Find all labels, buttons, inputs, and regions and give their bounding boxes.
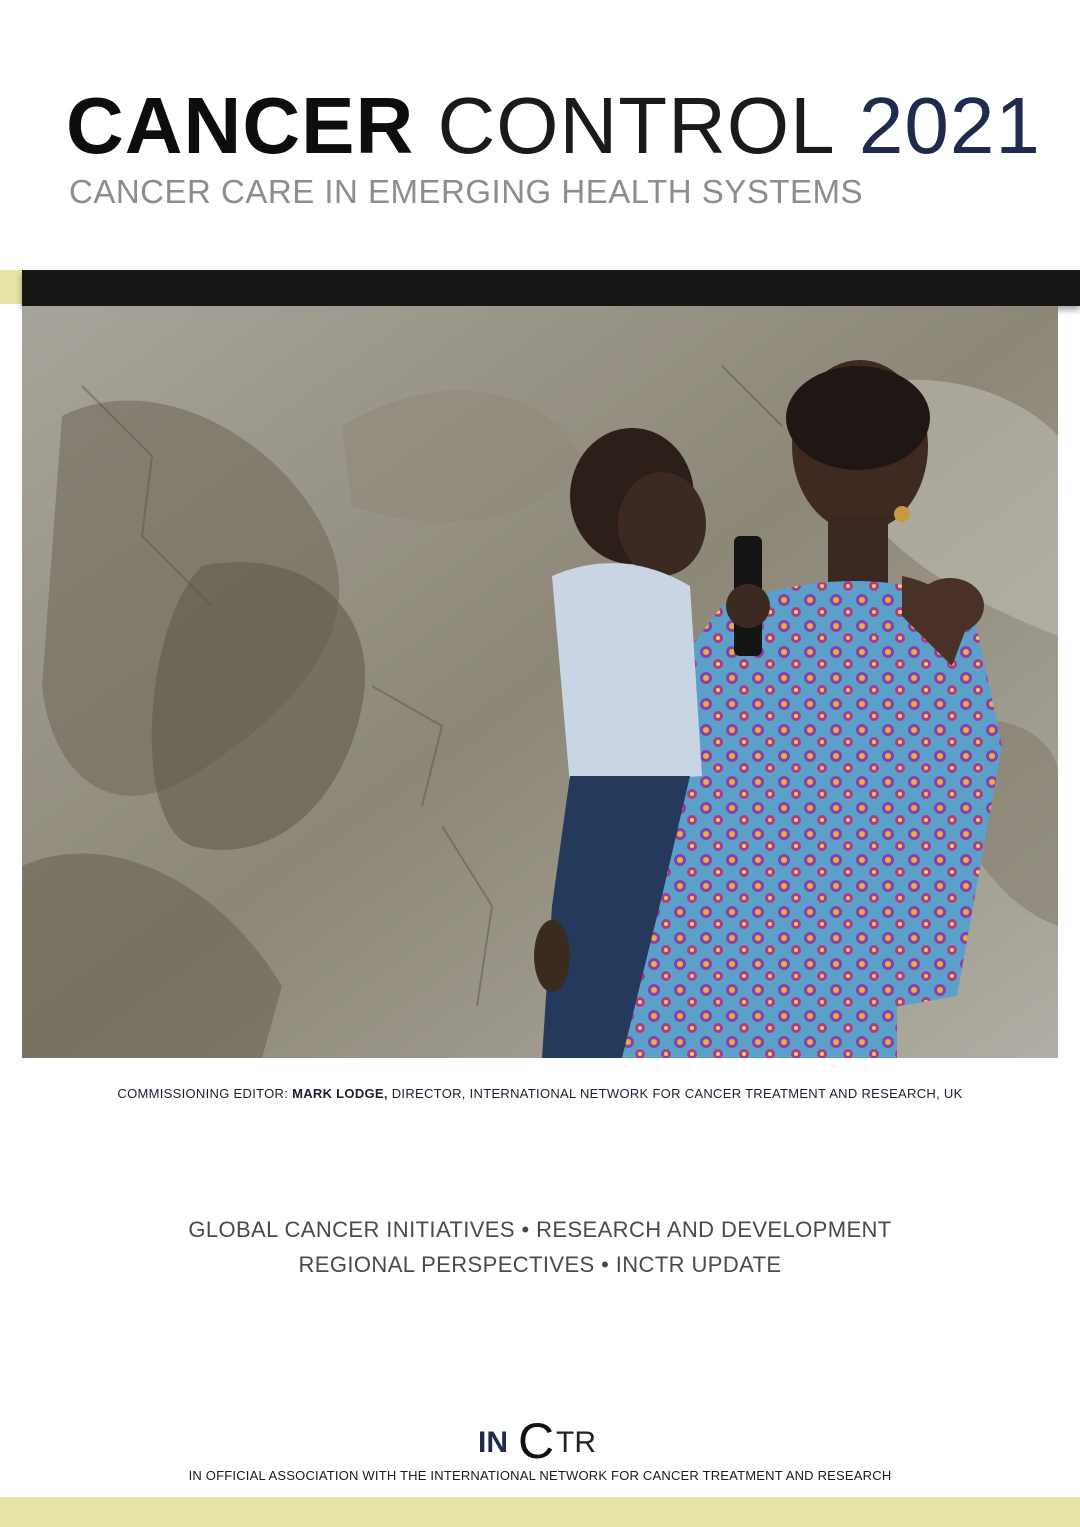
editor-suffix: DIRECTOR, INTERNATIONAL NETWORK FOR CANCER TREATMENT AND RESEARCH, UK [391, 1086, 963, 1101]
title-light: CONTROL [437, 81, 836, 170]
title-year: 2021 [858, 81, 1041, 170]
editor-prefix: COMMISSIONING EDITOR: [117, 1086, 289, 1101]
topics-line-1: GLOBAL CANCER INITIATIVES • RESEARCH AND DEVELOPMENT [188, 1217, 892, 1242]
accent-tab [0, 270, 22, 304]
editor-name: MARK LODGE, [292, 1086, 388, 1101]
inctr-logo [478, 1412, 608, 1464]
cover-title [66, 78, 1041, 174]
cover-subtitle: CANCER CARE IN EMERGING HEALTH SYSTEMS [69, 173, 864, 210]
title-bold: CANCER [66, 81, 415, 170]
logo-part-in: IN [478, 1426, 508, 1459]
footer-accent-band [0, 1497, 1080, 1527]
commissioning-editor-credit [0, 1086, 1080, 1101]
topics-line-2: REGIONAL PERSPECTIVES • INCTR UPDATE [298, 1252, 782, 1277]
logo-part-c: C [518, 1413, 555, 1464]
cover-photo [22, 306, 1058, 1058]
header-divider-bar [22, 270, 1080, 306]
logo-part-tr: TR [556, 1426, 596, 1459]
official-association-note: IN OFFICIAL ASSOCIATION WITH THE INTERNATIONAL NETWORK FOR CANCER TREATMENT AND RESEARCH [188, 1468, 892, 1483]
